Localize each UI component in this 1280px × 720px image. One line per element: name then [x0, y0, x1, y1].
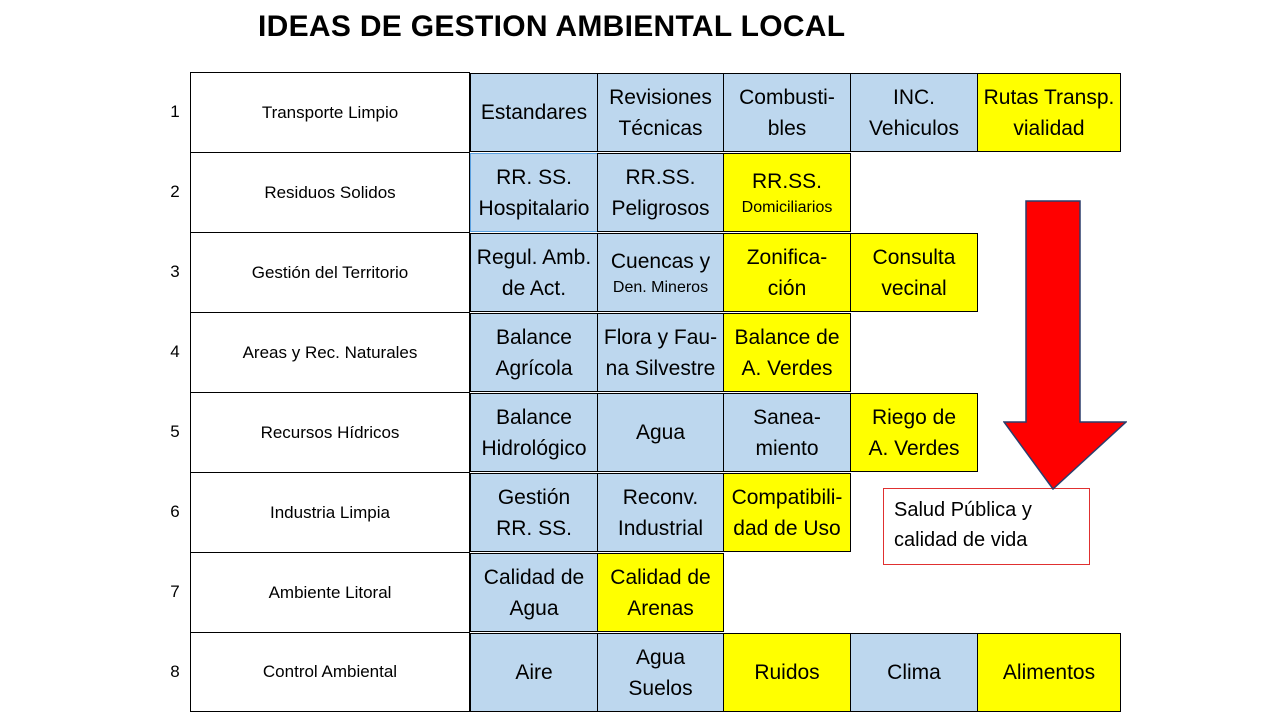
idea-cell-line: miento [755, 436, 819, 460]
row-number: 4 [170, 342, 180, 361]
idea-cell-line: Técnicas [618, 116, 703, 140]
category-cell: Industria Limpia [190, 472, 470, 552]
idea-cell [977, 633, 1121, 712]
idea-cell-line: Revisiones [609, 85, 712, 109]
idea-cell-line: Alimentos [1002, 661, 1096, 684]
idea-cell [597, 73, 724, 152]
idea-cell-line: ción [767, 276, 807, 300]
idea-cell-line: A. Verdes [868, 436, 960, 460]
idea-cell [470, 393, 598, 472]
idea-cell-line: Peligrosos [611, 196, 710, 220]
idea-cell [470, 473, 598, 552]
category-cell: Gestión del Territorio [190, 232, 470, 312]
row-number: 2 [170, 182, 180, 201]
idea-cell-line: Hidrológico [481, 436, 587, 460]
idea-cell-line: Arenas [627, 596, 694, 620]
idea-cell-line: INC. [893, 85, 935, 109]
idea-cell [850, 73, 978, 152]
idea-cell-line: Agua [635, 645, 686, 669]
down-arrow-icon [1003, 200, 1127, 490]
idea-cell-line: RR.SS. [751, 170, 822, 193]
idea-cell-line: Den. Mineros [612, 279, 709, 296]
idea-cell [470, 633, 598, 712]
idea-cell [597, 553, 724, 632]
idea-cell-line: Consulta [872, 245, 956, 269]
idea-cell [470, 553, 598, 632]
idea-cell [597, 313, 724, 392]
category-cell: Areas y Rec. Naturales [190, 312, 470, 392]
idea-cell-line: Compatibili- [731, 485, 843, 509]
row-number: 5 [170, 422, 180, 441]
salud-publica-note: Salud Pública y calidad de vida [883, 488, 1090, 565]
idea-cell-line: Riego de [871, 405, 957, 429]
idea-cell [723, 313, 851, 392]
row-number: 6 [170, 502, 180, 521]
idea-cell [470, 153, 598, 232]
idea-cell-line: A. Verdes [741, 356, 833, 380]
idea-cell-line: Balance [496, 405, 572, 429]
idea-cell-line: dad de Uso [733, 516, 841, 540]
idea-cell [597, 233, 724, 312]
idea-cell-line: Domiciliarios [741, 199, 833, 216]
idea-cell-line: Suelos [628, 676, 693, 700]
idea-cell-line: Agua [509, 596, 559, 620]
idea-cell [723, 633, 851, 712]
row-number: 8 [170, 662, 180, 681]
category-cell: Recursos Hídricos [190, 392, 470, 472]
idea-cell-line: Industrial [617, 516, 704, 540]
idea-cell-line: Regul. Amb. [476, 245, 592, 269]
category-cell: Transporte Limpio [190, 72, 470, 152]
idea-cell-line: Clima [887, 661, 941, 684]
idea-cell-line: Agrícola [495, 356, 573, 380]
idea-cell-line: bles [767, 116, 807, 140]
idea-cell [850, 633, 978, 712]
page-title: IDEAS DE GESTION AMBIENTAL LOCAL [258, 10, 846, 43]
category-cell: Ambiente Litoral [190, 552, 470, 632]
idea-cell-line: RR.SS. [625, 165, 696, 189]
idea-cell-line: Vehiculos [869, 116, 959, 140]
idea-cell-line: Combusti- [739, 85, 835, 109]
idea-cell-line: Hospitalario [478, 196, 590, 220]
idea-cell [850, 393, 978, 472]
idea-cell-line: Cuencas y [610, 250, 711, 273]
idea-cell [977, 73, 1121, 152]
idea-cell-line: Gestión [497, 485, 571, 509]
idea-cell-line: Zonifica- [746, 245, 828, 269]
idea-cell [597, 393, 724, 472]
idea-cell-line: Ruidos [754, 661, 820, 684]
idea-cell-line: RR. SS. [496, 516, 572, 540]
idea-cell-line: Flora y Fau- [603, 325, 718, 349]
category-cell: Residuos Solidos [190, 152, 470, 232]
idea-cell [723, 393, 851, 472]
idea-cell [470, 313, 598, 392]
row-number: 7 [170, 582, 180, 601]
idea-cell-line: Agua [635, 421, 686, 444]
idea-cell-line: Sanea- [753, 405, 821, 429]
idea-cell-line: Reconv. [622, 485, 699, 509]
idea-cell-line: Calidad de [610, 565, 711, 589]
idea-cell [470, 233, 598, 312]
idea-cell-line: vecinal [881, 276, 947, 300]
idea-cell [723, 473, 851, 552]
idea-cell-line: de Act. [501, 276, 567, 300]
idea-cell-line: Rutas Transp. [983, 85, 1115, 109]
idea-cell-line: vialidad [1013, 116, 1085, 140]
category-cell: Control Ambiental [190, 632, 470, 712]
idea-cell-line: Calidad de [483, 565, 585, 589]
idea-cell [597, 153, 724, 232]
idea-cell-line: RR. SS. [496, 165, 572, 189]
idea-cell [597, 473, 724, 552]
idea-cell-line: Estandares [480, 101, 588, 124]
idea-cell [850, 233, 978, 312]
idea-cell [723, 233, 851, 312]
row-number: 3 [170, 262, 180, 281]
idea-cell [597, 633, 724, 712]
idea-cell-line: Balance de [734, 325, 840, 349]
idea-cell [723, 153, 851, 232]
idea-cell-line: Balance [496, 325, 572, 349]
row-number: 1 [170, 102, 180, 121]
idea-cell-line: na Silvestre [605, 356, 716, 380]
idea-cell-line: Aire [515, 661, 553, 684]
idea-cell [723, 73, 851, 152]
idea-cell [470, 73, 598, 152]
